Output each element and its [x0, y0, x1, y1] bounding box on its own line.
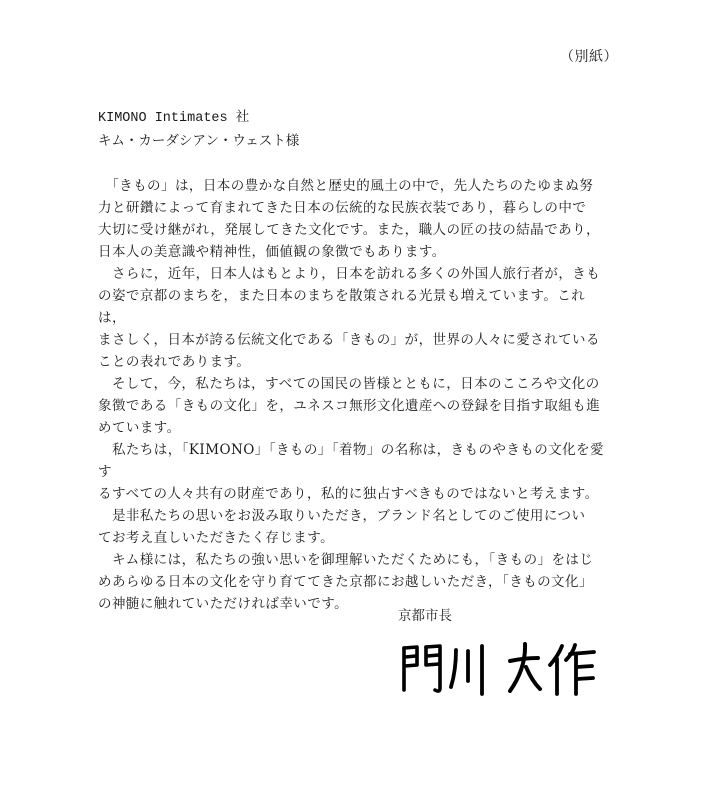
signature-block — [398, 606, 613, 704]
body-line: キム様には，私たちの強い思いを御理解いただくためにも，「きもの」をはじ — [98, 552, 594, 568]
body-line: めています。 — [98, 420, 181, 436]
body-line: めあらゆる日本の文化を守り育ててきた京都にお越しいただき，「きもの文化」 — [98, 574, 593, 590]
body-line: まさしく，日本が誇る伝統文化である「きもの」が，世界の人々に愛されている — [98, 332, 600, 348]
letter-body — [98, 175, 613, 615]
body-line: さらに，近年，日本人はもとより，日本を訪れる多くの外国人旅行者が，きも — [98, 266, 601, 282]
body-line: 是非私たちの思いをお汲み取りいただき，ブランド名としてのご使用につい — [98, 508, 586, 524]
body-line: ことの表れであります。 — [98, 354, 251, 370]
addressee-block — [98, 108, 299, 152]
body-line: 象徴である「きもの文化」を，ユネスコ無形文化遺産への登録を目指す取組も進 — [98, 398, 601, 414]
attachment-label: （別紙） — [560, 49, 618, 65]
addressee-recipient: キム・カーダシアン・ウェスト様 — [98, 133, 300, 149]
body-line: 私たちは，「KIMONO」「きもの」「着物」の名称は，きものやきもの文化を愛す — [98, 442, 604, 480]
body-line: てお考え直しいただきたく存じます。 — [98, 530, 335, 546]
body-line: 「きもの」は，日本の豊かな自然と歴史的風土の中で，先人たちのたゆまぬ努 — [98, 178, 594, 194]
body-line: 日本人の美意識や精神性，価値観の象徴でもあります。 — [98, 244, 446, 260]
signer-title: 京都市長 — [398, 608, 452, 624]
body-line: の姿で京都のまちを，また日本のまちを散策される光景も増えています。これは， — [98, 288, 586, 326]
handwritten-signature — [398, 638, 613, 700]
body-line: 力と研鑽によって育まれてきた日本の伝統的な民族衣装であり，暮らしの中で — [98, 200, 587, 216]
body-line: の神髄に触れていただければ幸いです。 — [98, 596, 349, 612]
body-line: 大切に受け継がれ，発展してきた文化です。また，職人の匠の技の結晶であり， — [98, 222, 600, 238]
addressee-company: KIMONO Intimates 社 — [98, 111, 250, 126]
body-line: るすべての人々共有の財産であり，私的に独占すべきものではないと考えます。 — [98, 486, 599, 502]
body-line: そして，今，私たちは，すべての国民の皆様とともに，日本のこころや文化の — [98, 376, 600, 392]
